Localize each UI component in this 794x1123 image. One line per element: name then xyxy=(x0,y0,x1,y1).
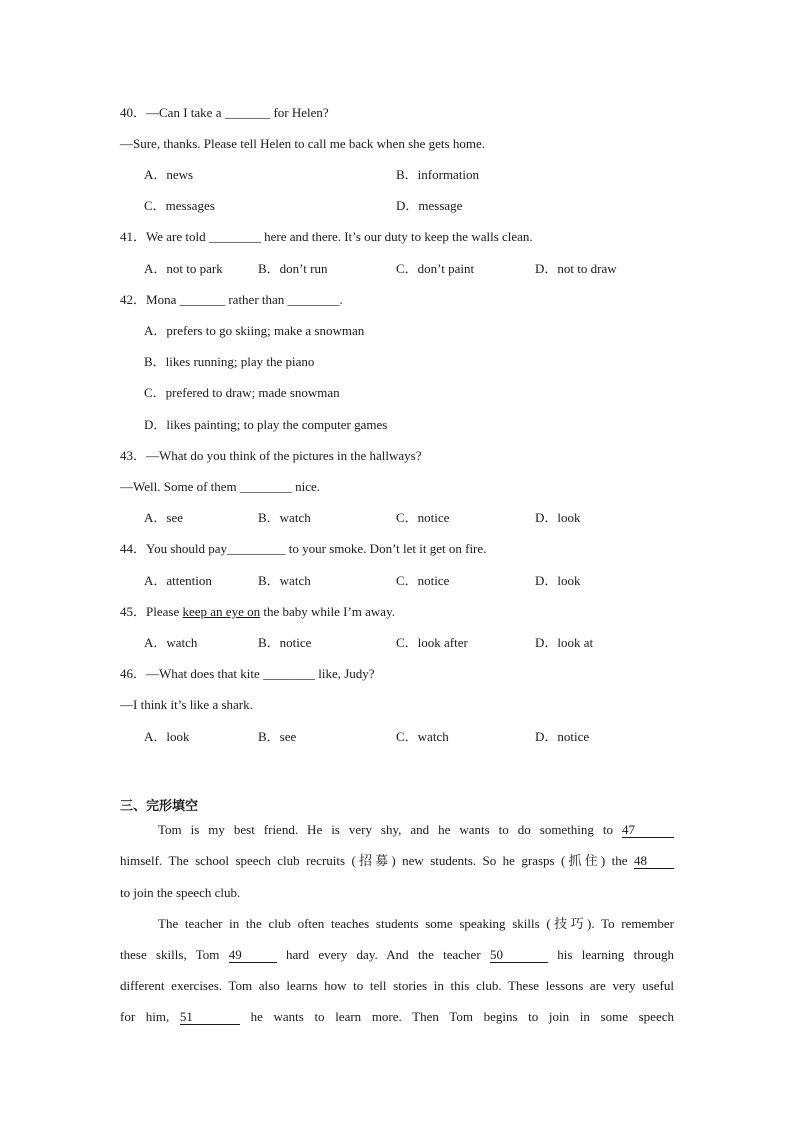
option-46-b: B．see xyxy=(258,729,297,744)
blank-48: 48 xyxy=(634,854,674,869)
section-title: 三、完形填空 xyxy=(120,799,199,814)
option-41-a: A．not to park xyxy=(144,261,223,276)
question-44-stem: 44．You should pay_________ to your smoke. Don’t let it get on fire. xyxy=(120,541,487,556)
option-44-b: B．watch xyxy=(258,573,311,588)
cloze-line-6: different exercises. Tom also learns how to tell stories in this club. These lessons are very useful xyxy=(120,978,674,993)
option-45-c: C．look after xyxy=(396,635,468,650)
blank-50: 50 xyxy=(490,948,548,963)
question-46-reply: —I think it’s like a shark. xyxy=(120,697,253,712)
cloze-line-2: himself. The school speech club recruits (招募) new students. So he grasps (抓住) the 48 xyxy=(120,853,674,869)
option-40-b: B．information xyxy=(396,167,480,182)
option-43-c: C．notice xyxy=(396,510,450,525)
option-41-c: C．don’t paint xyxy=(396,261,475,276)
option-41-d: D．not to draw xyxy=(535,261,617,276)
option-43-a: A．see xyxy=(144,510,183,525)
option-46-c: C．watch xyxy=(396,729,449,744)
option-40-d: D．message xyxy=(396,198,463,213)
question-43-stem: 43．—What do you think of the pictures in the hallways? xyxy=(120,448,422,463)
question-41-stem: 41．We are told ________ here and there. It’s our duty to keep the walls clean. xyxy=(120,229,533,244)
blank-47: 47 xyxy=(622,823,674,838)
question-42-stem: 42．Mona _______ rather than ________. xyxy=(120,292,343,307)
question-43-reply: —Well. Some of them ________ nice. xyxy=(120,479,321,494)
option-42-c: C．prefered to draw; made snowman xyxy=(144,385,340,400)
underlined-phrase: keep an eye on xyxy=(182,604,261,619)
option-45-a: A．watch xyxy=(144,635,198,650)
option-44-c: C．notice xyxy=(396,573,450,588)
option-44-d: D．look xyxy=(535,573,581,588)
option-45-b: B．notice xyxy=(258,635,312,650)
question-40-stem: 40．—Can I take a _______ for Helen? xyxy=(120,105,329,120)
option-42-a: A．prefers to go skiing; make a snowman xyxy=(144,323,365,338)
blank-51: 51 xyxy=(180,1010,240,1025)
question-45-stem: 45．Please keep an eye on the baby while I’m away. xyxy=(120,604,395,619)
question-40-reply: —Sure, thanks. Please tell Helen to call me back when she gets home. xyxy=(120,136,485,151)
cloze-line-7: for him, 51 he wants to learn more. Then Tom begins to join in some speech xyxy=(120,1009,674,1024)
cloze-line-4: The teacher in the club often teaches students some speaking skills (技巧). To remember xyxy=(158,916,674,931)
option-40-a: A．news xyxy=(144,167,194,182)
option-43-d: D．look xyxy=(535,510,581,525)
blank-49: 49 xyxy=(229,948,277,963)
option-42-b: B．likes running; play the piano xyxy=(144,354,315,369)
option-43-b: B．watch xyxy=(258,510,311,525)
cloze-line-1: Tom is my best friend. He is very shy, and he wants to do something to 47 xyxy=(158,822,674,838)
cloze-line-5: these skills, Tom 49 hard every day. And the teacher 50 his learning through xyxy=(120,947,675,962)
option-46-a: A．look xyxy=(144,729,190,744)
option-44-a: A．attention xyxy=(144,573,212,588)
cloze-line-3: to join the speech club. xyxy=(120,885,241,900)
option-46-d: D．notice xyxy=(535,729,590,744)
option-41-b: B．don’t run xyxy=(258,261,328,276)
option-40-c: C．messages xyxy=(144,198,215,213)
option-45-d: D．look at xyxy=(535,635,594,650)
question-46-stem: 46．—What does that kite ________ like, Judy? xyxy=(120,666,375,681)
option-42-d: D．likes painting; to play the computer games xyxy=(144,417,388,432)
